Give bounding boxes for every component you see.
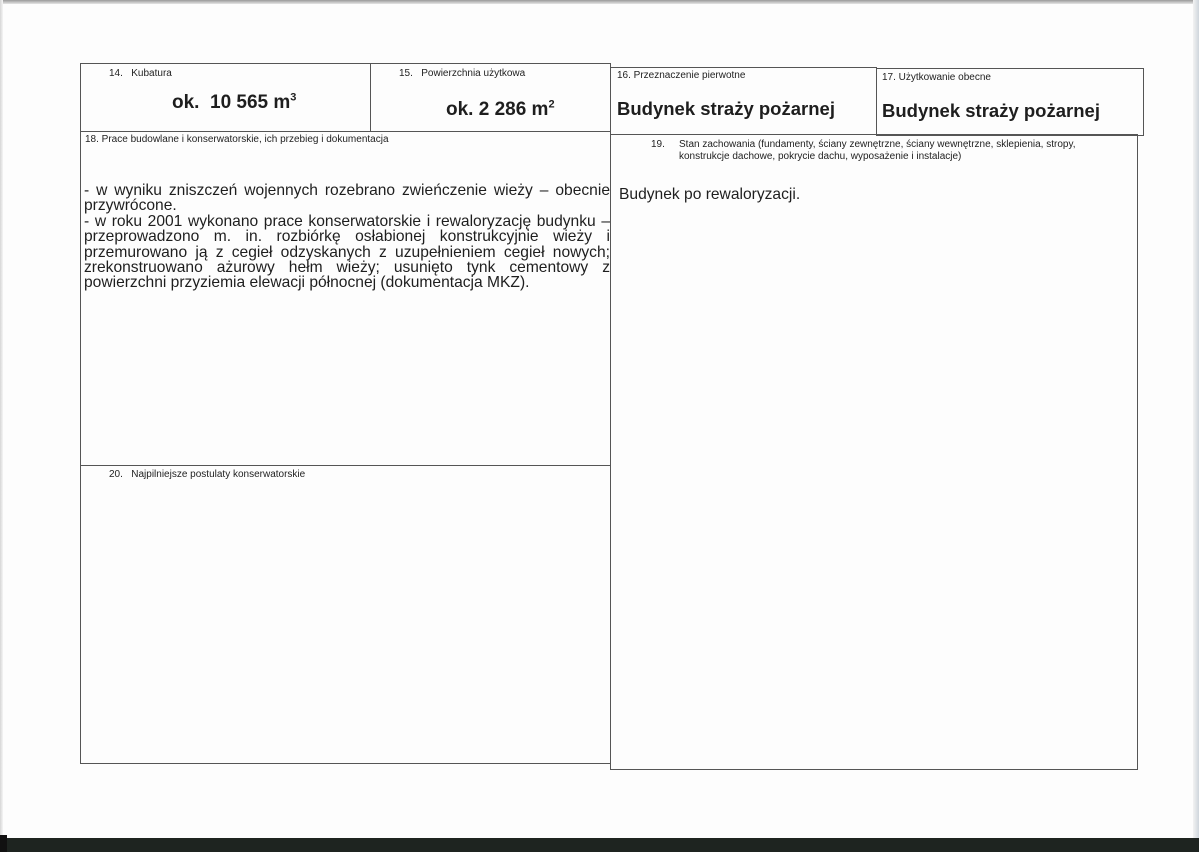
field-17-value: Budynek straży pożarnej	[882, 100, 1100, 121]
field-17-label: 17. Użytkowanie obecne	[882, 72, 991, 83]
field-14-value-text: ok. 10 565 m	[172, 92, 291, 113]
field-19-stan-zachowania	[610, 134, 1138, 770]
field-19-number: 19.	[651, 139, 665, 150]
field-19-label	[651, 139, 1131, 162]
field-14-kubatura	[80, 63, 371, 132]
field-15-exponent: 2	[548, 98, 555, 111]
field-19-label-line1: Stan zachowania (fundamenty, ściany zewnętrzne, ściany wewnętrzne, sklepienia, stropy,	[679, 139, 1076, 150]
field-16-value: Budynek straży pożarnej	[617, 98, 835, 119]
field-19-value: Budynek po rewaloryzacji.	[619, 186, 801, 203]
field-18-content	[84, 183, 610, 291]
field-15-value	[446, 99, 555, 121]
field-15-powierzchnia	[370, 63, 611, 132]
field-17-uzytkowanie-obecne	[876, 68, 1144, 136]
field-18-prace-budowlane	[80, 131, 611, 466]
field-18-paragraph: - w roku 2001 wykonano prace konserwatorskie i rewaloryzację budynku – przeprowadzono m. in. rozbiórkę osłabionej konstrukcyjnie wieży i przemurowano ją z cegieł odzyskanych z uzupełnieniem cegieł nowych; zrekonstruowano ażurowy hełm wieży; usunięto tynk cementowy z powierzchni przyziemia elewacji północnej (dokumentacja MKZ).	[84, 212, 610, 292]
field-16-przeznaczenie-pierwotne	[610, 67, 877, 135]
field-14-label-text: Kubatura	[131, 68, 172, 79]
field-20-label	[109, 469, 305, 480]
field-19-label-line2: konstrukcje dachowe, pokrycie dachu, wyposażenie i instalacje)	[679, 150, 962, 162]
field-14-number: 14.	[109, 68, 123, 79]
scan-edge-bottom	[0, 838, 1199, 852]
field-20-number: 20.	[109, 469, 123, 480]
scan-edge-right	[1193, 0, 1199, 852]
scan-edge-left	[0, 0, 3, 852]
field-20-label-text: Najpilniejsze postulaty konserwatorskie	[131, 469, 306, 480]
field-15-number: 15.	[399, 68, 413, 79]
field-14-label	[109, 68, 172, 79]
field-14-value	[172, 92, 296, 114]
field-16-label: 16. Przeznaczenie pierwotne	[617, 70, 746, 81]
field-20-postulaty	[80, 465, 611, 764]
scan-corner-mark	[0, 835, 7, 852]
field-18-paragraph: - w wyniku zniszczeń wojennych rozebrano zwieńczenie wieży – obecnie przywrócone.	[84, 182, 610, 215]
field-14-exponent: 3	[290, 91, 297, 104]
field-18-label: 18. Prace budowlane i konserwatorskie, ich przebieg i dokumentacja	[85, 134, 389, 145]
field-15-label	[399, 68, 525, 79]
scan-edge-top	[0, 0, 1199, 4]
field-15-value-text: ok. 2 286 m	[446, 99, 549, 120]
field-15-label-text: Powierzchnia użytkowa	[421, 68, 526, 79]
